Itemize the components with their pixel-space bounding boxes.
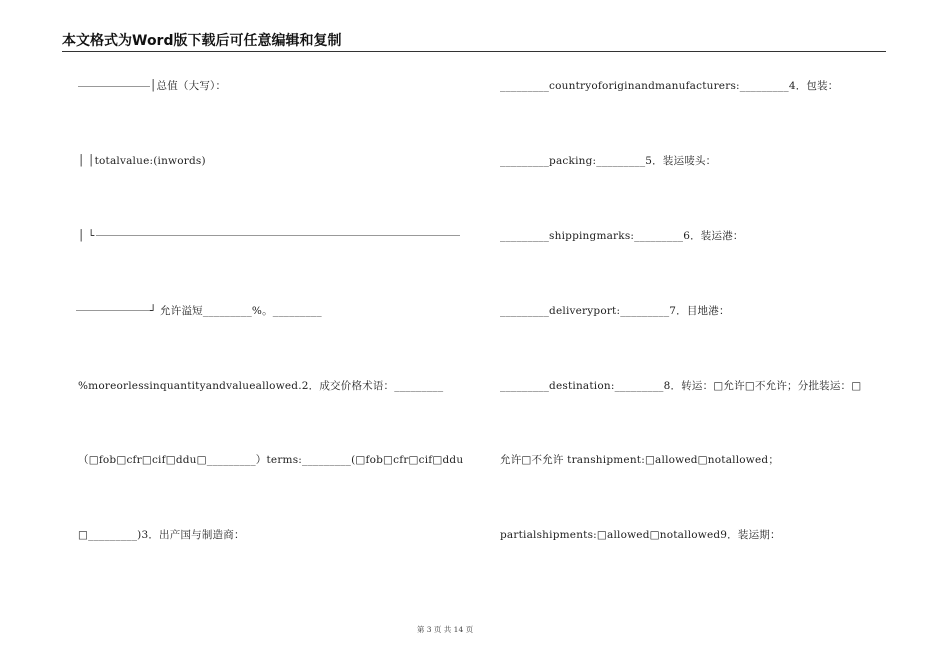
left-line-2: │ │totalvalue:(inwords) — [78, 155, 206, 167]
left-line-6: （□fob□cfr□cif□ddu□_________）terms:_________(□fob□cfr□cif□ddu — [78, 454, 464, 466]
left-line-3: │ └ — [78, 230, 95, 242]
right-line-2: _________packing:_________5．装运唛头： — [500, 155, 717, 167]
right-line-1: _________countryoforiginandmanufacturers:_________4．包装： — [500, 80, 839, 92]
table-border-line — [96, 235, 460, 236]
right-line-7: partialshipments:□allowed□notallowed9．装运期： — [500, 529, 781, 541]
left-line-5: %moreorlessinquantityandvalueallowed.2．成交价格术语：_________ — [78, 380, 444, 392]
left-line-1: │总值（大写）： — [150, 80, 227, 92]
left-line-4: ┘ 允许溢短_________%。_________ — [150, 305, 322, 317]
header-rule — [62, 51, 886, 52]
table-border-line — [76, 310, 152, 311]
table-border-line — [78, 86, 150, 87]
left-line-7: □_________)3．出产国与制造商： — [78, 529, 245, 541]
right-line-6: 允许□不允许 transhipment:□allowed□notallowed； — [500, 454, 780, 466]
page-footer: 第 3 页 共 14 页 — [416, 625, 474, 634]
right-line-3: _________shippingmarks:_________6．装运港： — [500, 230, 744, 242]
right-line-5: _________destination:_________8．转运：□允许□不允许；分批装运：□ — [500, 380, 862, 392]
page-header-title: 本文格式为Word版下载后可任意编辑和复制 — [62, 33, 342, 49]
right-line-4: _________deliveryport:_________7．目地港： — [500, 305, 730, 317]
